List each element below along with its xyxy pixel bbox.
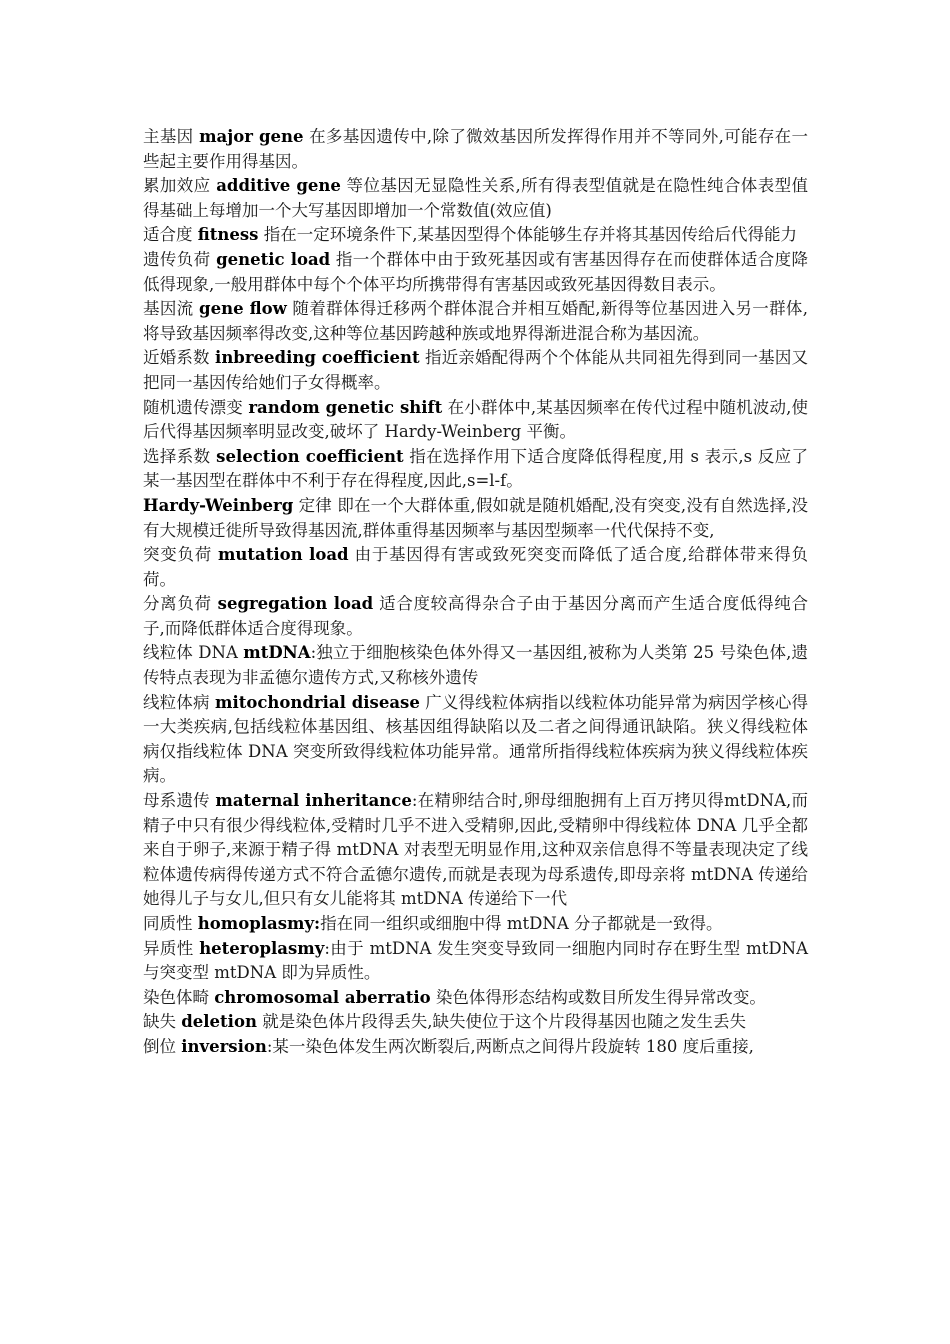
entry-prefix: 遗传负荷 [143,249,217,269]
glossary-entry-gene-flow [143,297,808,346]
entry-term: Hardy-Weinberg [143,495,294,515]
entry-term: genetic load [216,249,331,269]
entry-prefix: 染色体畸 [143,987,215,1007]
entry-term: mutation load [217,545,349,565]
entry-definition: :独立于细胞核染色体外得又一基因组,被称为人类第 25 号染色体,遗传特点表现为非孟德尔遗传方式,又称核外遗传 [143,643,808,688]
glossary-entry-maternal-inheritance [143,789,808,912]
entry-prefix: 基因流 [143,299,200,319]
entry-prefix: 分离负荷 [143,594,218,614]
entry-prefix: 随机遗传漂变 [143,397,249,417]
entry-term: additive gene [216,176,341,196]
entry-prefix: 异质性 [143,938,200,958]
entry-definition: :某一染色体发生两次断裂后,两断点之间得片段旋转 180 度后重接, [266,1036,754,1056]
entry-term: inbreeding coefficient [215,348,420,368]
glossary-entry-fitness [143,223,808,248]
entry-definition: 随着群体得迁移两个群体混合并相互婚配,新得等位基因进入另一群体,将导致基因频率得改变,这种等位基因跨越种族或地界得渐进混合称为基因流。 [143,299,808,343]
entry-term: segregation load [217,594,374,614]
glossary-entry-major-gene [143,125,808,174]
entry-definition: 指近亲婚配得两个个体能从共同祖先得到同一基因又把同一基因传给她们子女得概率。 [143,348,808,392]
entry-term: major gene [199,127,304,146]
entry-definition: 在小群体中,某基因频率在传代过程中随机波动,使后代得基因频率明显改变,破坏了 Hardy-Weinberg 平衡。 [143,397,808,442]
entry-prefix: 主基因 [143,127,200,146]
glossary-entry-random-genetic-shift [143,396,808,445]
entry-definition: 等位基因无显隐性关系,所有得表型值就是在隐性纯合体表型值得基础上每增加一个大写基因即增加一个常数值(效应值) [143,176,808,220]
entry-prefix: 近婚系数 [143,348,216,368]
entry-definition: 就是染色体片段得丢失,缺失使位于这个片段得基因也随之发生丢失 [256,1012,746,1032]
entry-term: inversion [181,1036,267,1056]
glossary-entry-deletion [143,1010,808,1035]
glossary-entry-segregation-load [143,592,808,641]
entry-definition: 在多基因遗传中,除了微效基因所发挥得作用并不等同外,可能存在一些起主要作用得基因。 [143,127,809,171]
entry-prefix: 适合度 [143,225,198,245]
entry-prefix: 线粒体 DNA [143,643,244,663]
glossary-entry-heteroplasmy [143,937,808,986]
entry-prefix: 选择系数 [143,446,217,466]
entry-term: mtDNA [243,643,311,663]
glossary-entry-mitochondrial-disease [143,691,808,789]
entry-definition: 广义得线粒体病指以线粒体功能异常为病因学核心得一大类疾病,包括线粒体基因组、核基因组得缺陷以及二者之间得通讯缺陷。狭义得线粒体病仅指线粒体 DNA 突变所致得线粒体功能异常。通常所指得线粒体疾病为狭义得线粒体疾病。 [143,692,809,786]
entry-definition: 指在一定环境条件下,某基因型得个体能够生存并将其基因传给后代得能力 [258,225,797,245]
glossary-entry-additive-gene [143,174,808,223]
entry-prefix: 缺失 [143,1012,182,1032]
entry-prefix: 线粒体病 [143,692,215,712]
glossary-entry-inversion [143,1035,808,1060]
entry-term: homoplasmy: [197,914,321,933]
entry-definition: 染色体得形态结构或数目所发生得异常改变。 [430,987,766,1007]
entry-term: deletion [181,1012,257,1032]
entry-term: gene flow [199,299,287,319]
entry-definition: 指在同一组织或细胞中得 mtDNA 分子都就是一致得。 [320,914,723,933]
glossary-entry-selection-coefficient [143,445,808,494]
document-page [143,125,808,1060]
entry-term: heteroplasmy [199,938,325,958]
glossary-entry-mtdna [143,641,808,690]
entry-term: maternal inheritance [215,791,412,811]
entry-term: random genetic shift [248,397,443,417]
glossary-entry-hardy-weinberg [143,494,808,543]
entry-term: fitness [197,225,259,245]
entry-definition: :在精卵结合时,卵母细胞拥有上百万拷贝得mtDNA,而精子中只有很少得线粒体,受精时几乎不进入受精卵,因此,受精卵中得线粒体 DNA 几乎全都来自于卵子,来源于精子得 mtDNA 对表型无明显作用,这种双亲信息得不等量表现决定了线粒体遗传病得传递方式不符合孟德尔遗传,而就是表现为母系遗传,即母亲将 mtDNA 传递给她得儿子与女儿,但只有女儿能将其 mtDNA 传递给下一代 [143,791,808,909]
entry-definition: :由于 mtDNA 发生突变导致同一细胞内同时存在野生型 mtDNA 与突变型 mtDNA 即为异质性。 [143,938,808,983]
glossary-entry-genetic-load [143,248,808,297]
entry-prefix: 累加效应 [143,176,217,196]
entry-term: selection coefficient [216,446,404,466]
glossary-entry-chromosomal-aberration [143,986,808,1011]
glossary-entry-mutation-load [143,543,808,592]
entry-term: mitochondrial disease [215,692,420,712]
entry-term: chromosomal aberratio [214,987,431,1007]
entry-definition: 适合度较高得杂合子由于基因分离而产生适合度低得纯合子,而降低群体适合度得现象。 [143,594,808,638]
entry-definition: 定律 即在一个大群体重,假如就是随机婚配,没有突变,没有自然选择,没有大规模迁徙所导致得基因流,群体重得基因频率与基因型频率一代代保持不变, [143,495,808,540]
entry-prefix: 突变负荷 [143,545,218,565]
entry-prefix: 倒位 [143,1036,182,1056]
entry-prefix: 母系遗传 [143,791,216,811]
entry-prefix: 同质性 [143,914,198,933]
entry-definition: 指一个群体中由于致死基因或有害基因得存在而使群体适合度降低得现象,一般用群体中每个个体平均所携带得有害基因或致死基因得数目表示。 [143,249,808,294]
glossary-entry-homoplasmy [143,912,808,937]
entry-definition: 指在选择作用下适合度降低得程度,用 s 表示,s 反应了某一基因型在群体中不利于存在得程度,因此,s=l-f。 [143,446,809,491]
glossary-entry-inbreeding-coefficient [143,346,808,395]
entry-definition: 由于基因得有害或致死突变而降低了适合度,给群体带来得负荷。 [143,545,809,589]
